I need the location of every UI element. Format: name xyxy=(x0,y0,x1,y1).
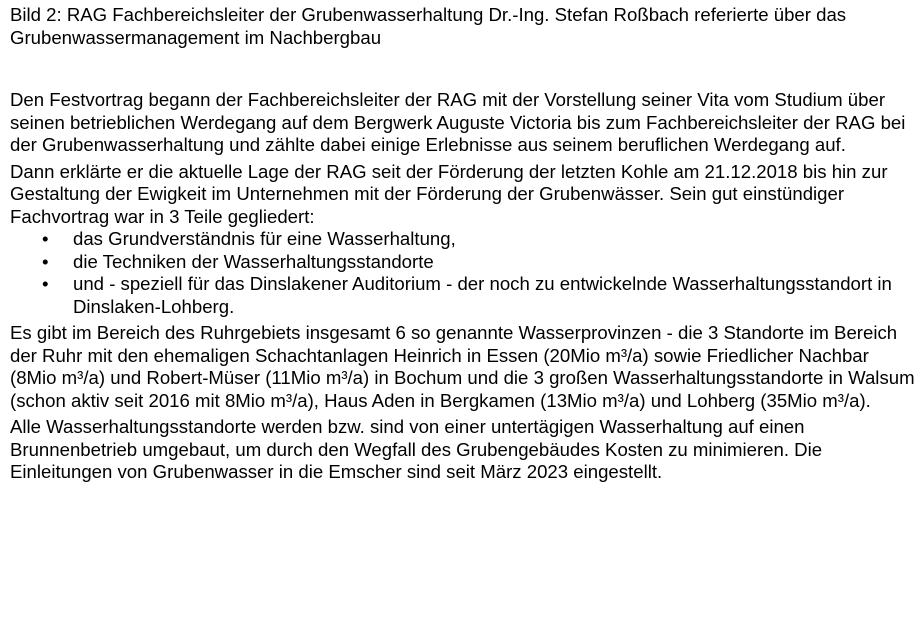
bullet-list xyxy=(10,228,915,318)
paragraph-water-provinces: Es gibt im Bereich des Ruhrgebiets insgesamt 6 so genannte Wasserprovinzen - die 3 Standorte im Bereich der Ruhr mit den ehemaligen Schachtanlagen Heinrich in Essen (20Mio m³/a) sowie Friedlicher Nachbar (8Mio m³/a) und Robert-Müser (11Mio m³/a) in Bochum und die 3 großen Wasserhaltungsstandorte in Walsum (schon aktiv seit 2016 mit 8Mio m³/a), Haus Aden in Bergkamen (13Mio m³/a) und Lohberg (35Mio m³/a). xyxy=(10,322,915,411)
paragraph-lecture-structure: Dann erklärte er die aktuelle Lage der RAG seit der Förderung der letzten Kohle am 21.12.2018 bis hin zur Gestaltung der Ewigkeit im Unternehmen mit der Förderung der Grubenwässer. Sein gut einstündiger Fachvortrag war in 3 Teile gegliedert: xyxy=(10,160,888,227)
list-item xyxy=(10,228,915,251)
bullet-icon: • xyxy=(42,273,49,294)
paragraph-well-operation: Alle Wasserhaltungsstandorte werden bzw. sind von einer untertägigen Wasserhaltung auf einen Brunnenbetrieb umgebaut, um durch den Wegfall des Grubengebäudes Kosten zu minimieren. Die Einleitungen von Grubenwasser in die Emscher sind seit März 2023 eingestellt. xyxy=(10,416,823,482)
list-item xyxy=(10,251,915,274)
list-item-text: die Techniken der Wasserhaltungsstandorte xyxy=(73,250,434,272)
bullet-icon: • xyxy=(42,228,49,249)
list-item xyxy=(10,273,915,318)
figure-caption: Bild 2: RAG Fachbereichsleiter der Grubenwasserhaltung Dr.-Ing. Stefan Roßbach referierte über das Grubenwassermanagement im Nachbergbau xyxy=(10,4,847,48)
paragraph-vita: Den Festvortrag begann der Fachbereichsleiter der RAG mit der Vorstellung seiner Vita vom Studium über seinen betrieblichen Werdegang auf dem Bergwerk Auguste Victoria bis zum Fachbereichsleiter der RAG bei der Grubenwasserhaltung und zählte dabei einige Erlebnisse aus seinem beruflichen Werdegang auf. xyxy=(10,89,906,155)
bullet-icon: • xyxy=(42,250,49,272)
list-item-text: und - speziell für das Dinslakener Auditorium - der noch zu entwickelnde Wasserhaltungsstandort in Dinslaken-Lohberg. xyxy=(73,273,892,317)
document-page xyxy=(10,4,915,484)
list-item-text: das Grundverständnis für eine Wasserhaltung, xyxy=(73,228,456,249)
spacer xyxy=(10,49,915,89)
